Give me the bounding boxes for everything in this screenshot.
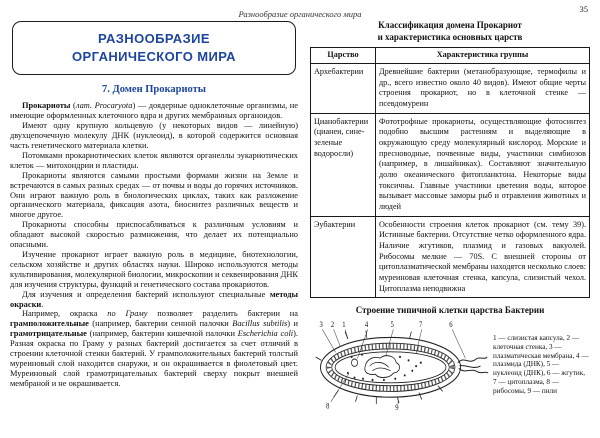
table-heading-line-1: Классификация домена Прокариот xyxy=(378,20,522,30)
table-row xyxy=(311,216,590,298)
table-heading-line-2: и характеристика основных царств xyxy=(377,31,523,42)
characteristic-cell: Фототрофные прокариоты, осуществляющие фотосинтез подобно высшим растениям и выделяющие в окружающую среду молекулярный кислород. Морские и пресноводные, почвенные виды, участники симбиозов (например, в лишайниках). Составляют значительную долю океанического фитопланктона. Некоторые виды токсичны. Главные участники цветения воды, которое вызывает массовые заморы рыб и отравления животных и людей xyxy=(376,113,590,216)
paragraph: Для изучения и определения бактерий используют специальные методы окраски. xyxy=(10,289,298,309)
kingdom-cell: Эубактерии xyxy=(311,216,376,298)
plasmid xyxy=(351,359,357,366)
bacteria-cell-figure xyxy=(310,319,590,411)
running-header-title: Разнообразие органического мира xyxy=(238,9,362,19)
right-column xyxy=(310,18,590,411)
paragraph: Например, окраска по Граму позволяет разделить бактерии на грамположительные (например, бактерии сенной палочки Bacillus subtilis) и грамотрицательные (например, бактерии кишечной палочки Escherichia coli). Разная окраска по Граму у разных бактерий достигается за счет отличий в строении клеточной стенки бактерий. У грамположительных бактерий толстый муреиновый слой находится снаружи, и он окрашивается в фиолетовый цвет. Муреиновый слой грамотрицательных бактерий сверху покрыт внешней мембраной и не окрашивается. xyxy=(10,309,299,388)
section-heading: 7. Домен Прокариоты xyxy=(101,84,206,96)
figure-number-label: 1 xyxy=(342,319,346,330)
figure-number-label: 6 xyxy=(449,319,453,330)
nucleoid xyxy=(365,356,400,378)
figure-heading: Строение типичной клетки царства Бактерии xyxy=(355,305,545,316)
figure-number-label: 5 xyxy=(390,319,394,330)
table-heading xyxy=(310,20,590,43)
characteristic-cell: Древнейшие бактерии (метанобразующие, термофилы и др., всего известно около 40 видов). Имеют общие черты строения прокариот, но в клеточной стенке — псевдомуреин xyxy=(376,64,590,114)
chapter-title-line-2: ОРГАНИЧЕСКОГО МИРА xyxy=(72,49,236,65)
paragraph: Прокариоты являются самыми простыми формами жизни на Земле и встречаются в самых разных средах — от почвы и воды до горячих источников. Они играют важную роль в биологических циклах, таких как разложение органического материала, фиксация азота, биосинтез различных веществ и многое другое. xyxy=(10,170,298,220)
paragraph: Прокариоты способны приспосабливаться к различным условиям и обладают высокой скоростью размножения, что делает их потенциально опасными. xyxy=(10,220,298,250)
table-row xyxy=(311,113,590,216)
characteristic-cell: Особенности строения клеток прокариот (см. тему 39). Истинные бактерии. Отсутствие четко оформленного ядра. Наличие жгутиков, плазмид и газовых вакуолей. Рибосомы мелкие — 70S. С внешней стороны от цитоплазматической мембраны находятся несколько слоев: муреиновая клеточная стенка, капсула, слизистый чехол. Цитоплазма неподвижна xyxy=(376,216,590,298)
figure-number-label: 3 xyxy=(319,319,323,330)
column-header-characteristic: Характеристика группы xyxy=(376,48,590,64)
two-column-layout xyxy=(10,18,590,411)
figure-number-label: 7 xyxy=(418,319,423,330)
cell-wall-inner xyxy=(332,349,449,386)
kingdom-cell: Цианобактерии (цианеи, сине-зеленые водоросли) xyxy=(311,113,376,216)
nucleoid-coil xyxy=(373,368,391,371)
paragraph: Прокариоты (лат. Procaryota) — доядерные одноклеточные организмы, не имеющие оформленных клеточного ядра и других мембранных органоидов. xyxy=(10,101,298,121)
paragraph: Потомками прокариотических клеток являются органеллы эукариотических клеток — митохондрии и пластиды. xyxy=(10,150,298,170)
figure-number-label: 2 xyxy=(330,319,335,330)
kingdom-cell: Архебактерии xyxy=(311,64,376,114)
body-text xyxy=(10,101,298,388)
classification-table xyxy=(310,47,590,298)
table-header-row xyxy=(311,48,590,64)
table-row xyxy=(311,64,590,114)
bacteria-cell-diagram xyxy=(310,319,490,411)
chapter-title-line-1: РАЗНООБРАЗИЕ xyxy=(98,31,210,46)
leader-lines xyxy=(322,329,465,404)
figure-number-label: 8 xyxy=(326,400,330,411)
figure-legend: 1 — слизистая капсула, 2 — клеточная стенка, 3 — плазматическая мембрана, 4 — плазмида (ДНК), 5 — нуклеоид (ДНК), 6 — жгутик, 7 — цитоплазма, 8 — рибосомы, 9 — пили xyxy=(493,334,589,395)
column-header-kingdom: Царство xyxy=(311,48,376,64)
figure-number-label: 9 xyxy=(395,402,399,411)
paragraph: Изучение прокариот играет важную роль в медицине, биотехнологии, сельском хозяйстве и других областях науки. Широко используются методы культивирования, молекулярной биологии, микроскопии и секвенирования ДНК для изучения структуры, функций и генетического состава прокариотов. xyxy=(10,249,298,289)
ribosomes xyxy=(347,353,422,381)
chapter-title-box xyxy=(12,21,296,75)
page-number: 35 xyxy=(579,4,588,14)
running-header xyxy=(10,4,590,17)
left-column xyxy=(10,18,298,411)
paragraph: Имеют одну крупную кольцевую (у некоторых видов — линейную) двухцепочечную молекулу ДНК (нуклеоид), в которой содержится основная часть генетического материала клетки. xyxy=(10,121,298,150)
cell-wall-hatch xyxy=(329,346,452,389)
flagella xyxy=(458,357,488,373)
nucleoid-coil xyxy=(370,362,389,367)
figure-number-label: 4 xyxy=(364,319,369,330)
